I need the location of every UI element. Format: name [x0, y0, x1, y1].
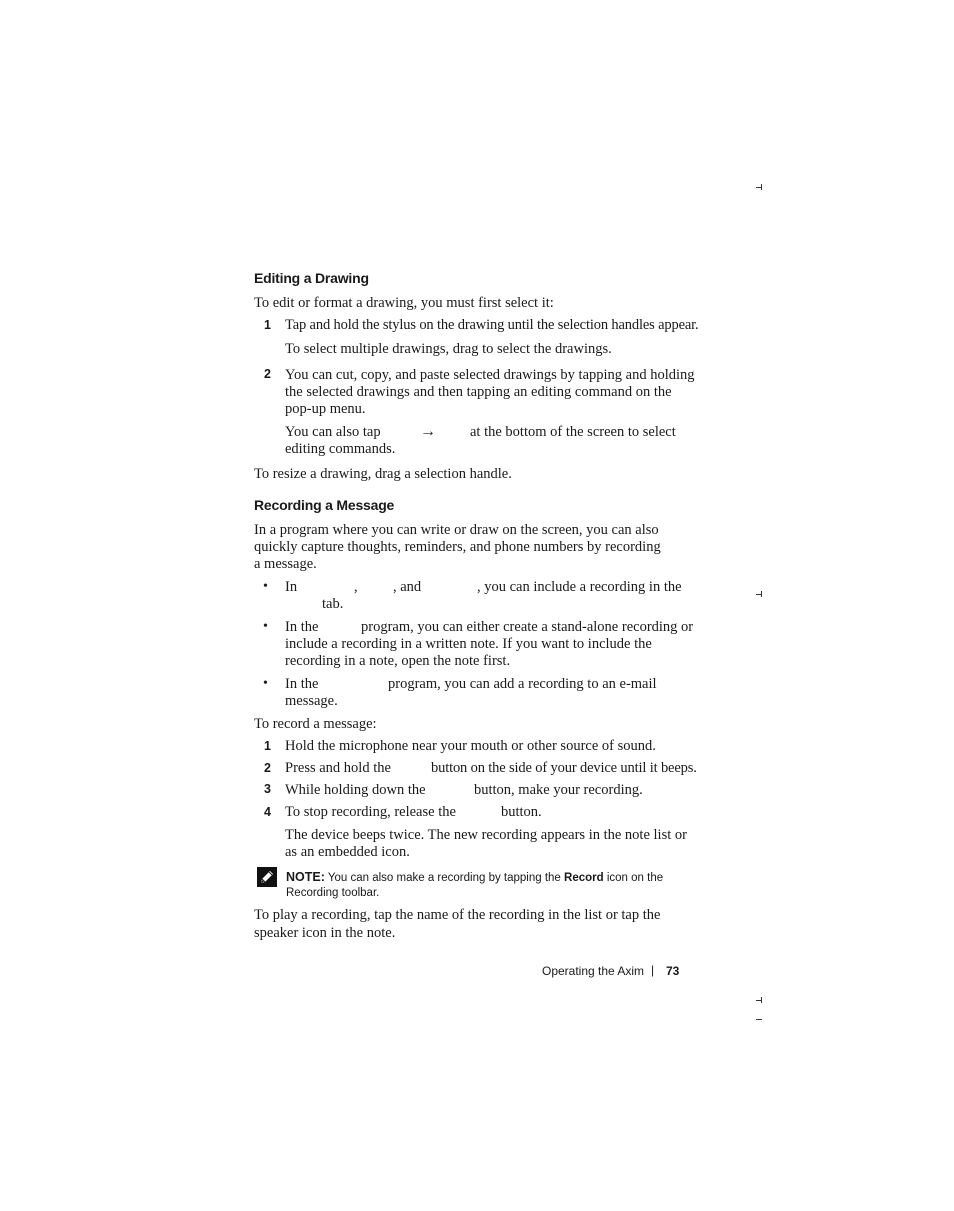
crop-mark	[756, 1019, 762, 1020]
bullet-text: tab.	[322, 596, 344, 612]
bullet-text: In the	[285, 619, 319, 635]
paragraph-resize: To resize a drawing, drag a selection handle.	[254, 466, 512, 482]
step-subtext: at the bottom of the screen to select	[470, 424, 676, 440]
step-text: pop-up menu.	[285, 401, 366, 417]
paragraph-intro: In a program where you can write or draw on the screen, you can also	[254, 522, 659, 538]
step-text: button, make your recording.	[474, 782, 643, 798]
crop-mark	[756, 591, 762, 597]
note-text	[286, 869, 663, 886]
paragraph-play: To play a recording, tap the name of the recording in the list or tap the	[254, 907, 661, 923]
crop-mark	[756, 184, 762, 190]
step-number: 3	[264, 782, 271, 796]
step-text: button on the side of your device until it beeps.	[431, 760, 697, 776]
footer-separator: |	[651, 963, 655, 977]
step-number: 1	[264, 318, 271, 332]
step-subtext: editing commands.	[285, 441, 396, 457]
bullet-text: program, you can add a recording to an e-mail	[388, 676, 657, 692]
bullet-text: ,	[354, 579, 358, 595]
step-text: Tap and hold the stylus on the drawing until the selection handles appear.	[285, 317, 699, 333]
note-bold: Record	[564, 872, 604, 884]
step-text: button.	[501, 804, 542, 820]
step-number: 2	[264, 761, 271, 775]
section-heading-editing: Editing a Drawing	[254, 270, 369, 286]
paragraph-play: speaker icon in the note.	[254, 925, 396, 941]
step-text: While holding down the	[285, 782, 426, 798]
paragraph-intro: quickly capture thoughts, reminders, and phone numbers by recording	[254, 539, 661, 555]
note-body: You can also make a recording by tapping the	[327, 872, 561, 884]
bullet-text: In	[285, 579, 298, 595]
bullet: •	[263, 619, 268, 634]
bullet-text: , and	[393, 579, 422, 595]
arrow-icon: →	[420, 423, 436, 440]
step-text: To stop recording, release the	[285, 804, 456, 820]
step-number: 4	[264, 805, 271, 819]
crop-mark	[756, 997, 762, 1003]
step-subtext: as an embedded icon.	[285, 844, 410, 860]
step-text: Press and hold the	[285, 760, 391, 776]
bullet-text: message.	[285, 693, 338, 709]
step-number: 2	[264, 367, 271, 381]
step-subtext: To select multiple drawings, drag to select the drawings.	[285, 341, 612, 357]
step-text: You can cut, copy, and paste selected drawings by tapping and holding	[285, 367, 695, 383]
bullet-text: , you can include a recording in the	[477, 579, 682, 595]
paragraph-intro: To edit or format a drawing, you must first select it:	[254, 295, 554, 311]
footer-title: Operating the Axim	[542, 964, 645, 978]
step-subtext: You can also tap	[285, 424, 381, 440]
paragraph-record-intro: To record a message:	[254, 716, 377, 732]
bullet-text: program, you can either create a stand-alone recording or	[361, 619, 694, 635]
step-subtext: The device beeps twice. The new recording appears in the note list or	[285, 827, 687, 843]
note-body: icon on the	[606, 872, 664, 884]
bullet-text: In the	[285, 676, 319, 692]
paragraph-intro: a message.	[254, 556, 317, 572]
step-text: Hold the microphone near your mouth or other source of sound.	[285, 738, 656, 754]
bullet: •	[263, 676, 268, 691]
step-number: 1	[264, 739, 271, 753]
note-body: Recording toolbar.	[286, 887, 380, 899]
note-label: NOTE:	[286, 870, 325, 884]
bullet-text: recording in a note, open the note first.	[285, 653, 511, 669]
bullet-text: include a recording in a written note. If you want to include the	[285, 636, 652, 652]
pencil-note-icon	[257, 867, 277, 887]
step-text: the selected drawings and then tapping an editing command on the	[285, 384, 672, 400]
section-heading-recording: Recording a Message	[254, 497, 395, 513]
bullet: •	[263, 579, 268, 594]
page-number: 73	[666, 964, 680, 978]
